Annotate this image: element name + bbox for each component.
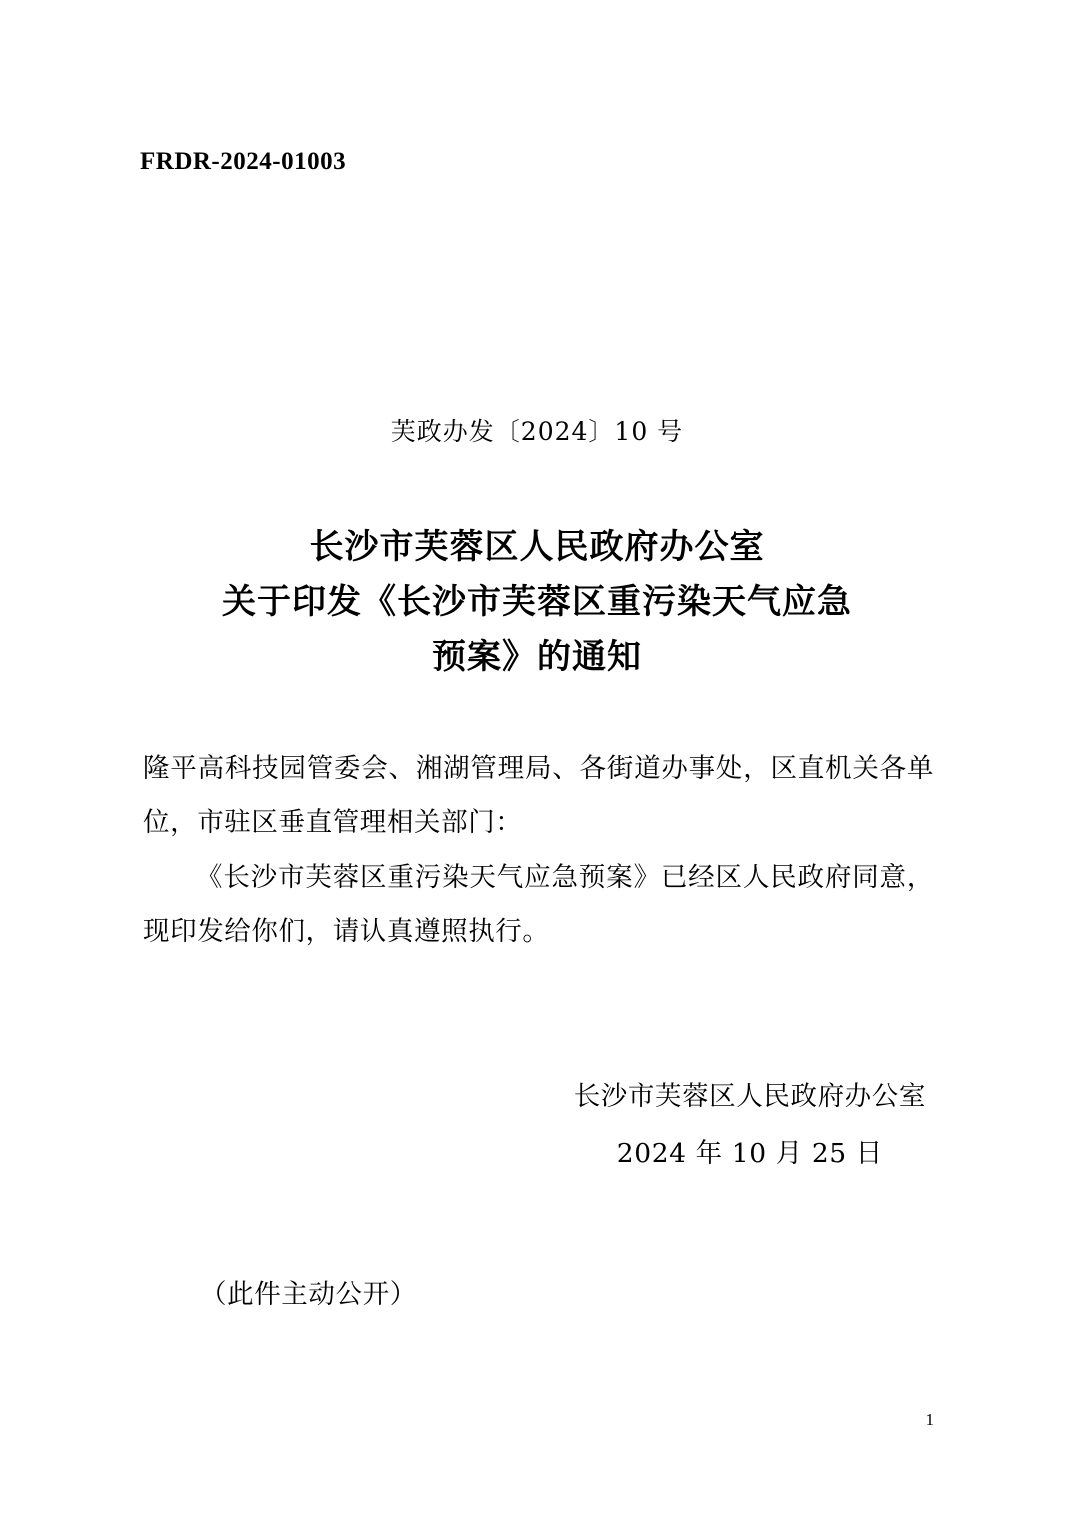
issue-number: 芙政办发〔2024〕10 号 (390, 417, 684, 446)
title-line-1: 长沙市芙蓉区人民政府办公室 (309, 527, 765, 567)
document-body (143, 742, 934, 959)
page-number: 1 (925, 1410, 934, 1429)
signature-organization: 长沙市芙蓉区人民政府办公室 (573, 1081, 926, 1112)
signature-block (574, 1070, 926, 1180)
document-title (145, 520, 929, 685)
recipients-paragraph: 隆平高科技园管委会、湘湖管理局、各街道办事处，区直机关各单位，市驻区垂直管理相关部门： (143, 753, 934, 839)
document-number: FRDR-2024-01003 (140, 148, 347, 175)
title-line-2: 关于印发《长沙市芙蓉区重污染天气应急 (222, 582, 852, 623)
signature-date: 2024 年 10 月 25 日 (616, 1138, 883, 1169)
body-paragraph: 《长沙市芙蓉区重污染天气应急预案》已经区人民政府同意，现印发给你们，请认真遵照执行。 (143, 861, 934, 947)
disclosure-note: （此件主动公开） (200, 1279, 417, 1310)
title-line-3: 预案》的通知 (432, 637, 642, 678)
